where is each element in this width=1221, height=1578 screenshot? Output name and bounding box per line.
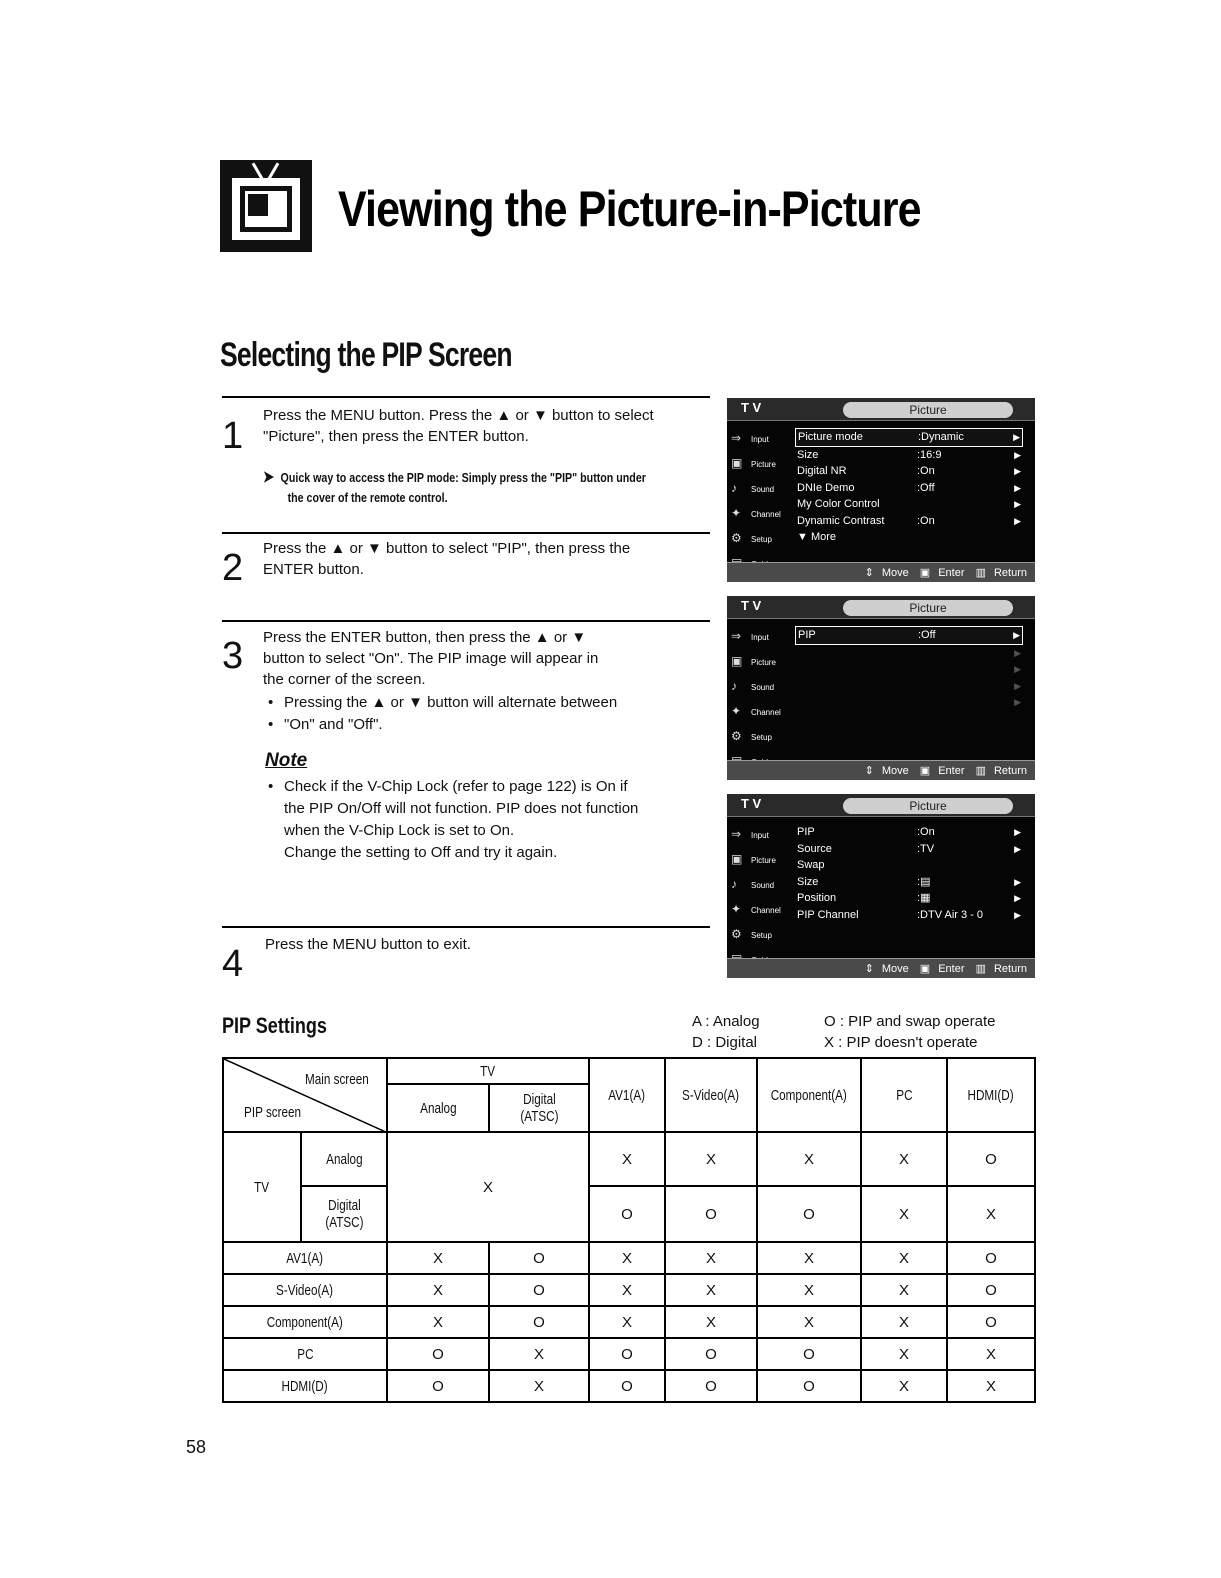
input-icon: ⇒ (731, 827, 742, 841)
col-header: S-Video(A) (665, 1058, 757, 1132)
osd-row: Size :16:9 ▶ (797, 448, 1021, 461)
table-cell: O (489, 1242, 589, 1274)
row-header: S-Video(A) (223, 1274, 387, 1306)
sound-icon: ♪ (731, 481, 737, 495)
legend-types: A : Analog D : Digital (692, 1013, 760, 1051)
osd-row: PIP :On ▶ (797, 826, 1021, 838)
arrow-right-icon: ▶ (1014, 482, 1021, 493)
step-number: 2 (222, 547, 244, 589)
table-cell: X (589, 1306, 665, 1338)
osd-row-dimmed (795, 661, 1023, 678)
osd-row: Swap (797, 859, 825, 871)
picture-icon: ▣ (731, 654, 743, 668)
channel-icon: ✦ (731, 902, 742, 916)
table-cell: X (665, 1242, 757, 1274)
table-cell: X (589, 1132, 665, 1186)
table-row (223, 1306, 1035, 1338)
osd-sound-item: ♪ Sound (731, 872, 791, 897)
osd-section-title: Picture (843, 402, 1013, 418)
row-header-tv: TV (223, 1132, 301, 1242)
row-header: PC (223, 1338, 387, 1370)
osd-channel-item: ✦ Channel (731, 897, 791, 922)
row-header: AV1(A) (223, 1242, 387, 1274)
enter-icon: ▣ (919, 567, 931, 579)
table-cell: X (861, 1306, 947, 1338)
step-number: 1 (222, 415, 244, 457)
osd-input-item: ⇒ Input (731, 426, 791, 451)
note-bullets: • Check if the V-Chip Lock (refer to page 122) is On if (266, 776, 716, 798)
legend-symbols: O : PIP and swap operate X : PIP doesn't operate (824, 1013, 996, 1051)
table-cell: O (757, 1186, 861, 1242)
step-3-text: Press the ENTER button, then press the ▲ or ▼ button to select "On". The PIP image will appear in the corner of the screen. (263, 629, 599, 688)
table-cell: O (589, 1186, 665, 1242)
osd-row: Size :▤ ▶ (797, 875, 1021, 888)
table-cell: O (665, 1186, 757, 1242)
osd-setup-item: ⚙ Setup (731, 724, 791, 749)
table-cell: X (757, 1132, 861, 1186)
osd-sidebar (731, 624, 791, 774)
table-cell: O (947, 1306, 1035, 1338)
arrow-right-icon: ▶ (1013, 630, 1020, 640)
table-cell: X (589, 1274, 665, 1306)
table-cell: X (665, 1132, 757, 1186)
table-cell: X (589, 1242, 665, 1274)
table-cell: X (387, 1132, 589, 1242)
osd-footer: ⇕ Move ▣ Enter ▥ Return (727, 562, 1035, 582)
osd-setup-item: ⚙ Setup (731, 922, 791, 947)
table-cell: O (387, 1338, 489, 1370)
table-cell: X (861, 1186, 947, 1242)
pip-settings-title: PIP Settings (222, 1013, 327, 1038)
table-cell: X (489, 1338, 589, 1370)
arrow-right-icon: ▶ (1014, 515, 1021, 526)
move-icon: ⇕ (864, 567, 874, 579)
divider (222, 532, 710, 534)
table-cell: X (665, 1306, 757, 1338)
osd-row: Dynamic Contrast :On ▶ (797, 514, 1021, 527)
osd-footer: ⇕ Move ▣ Enter ▥ Return (727, 958, 1035, 978)
osd-picture-menu: T V Picture ⇒ Input ▣ Picture ♪ Sound ✦ Channel ⚙ Setup Picture mode :Dynamic ▶ Size :16:9 ▶ Digital NR :On ▶ DNIe Demo :Off ▶ My Color Control ▶ Dynamic Contrast :On ▶ ▼ More ⇕ Move ▣ Enter ▥ Return (727, 398, 1035, 582)
osd-channel-item: ✦ Channel (731, 699, 791, 724)
table-cell: X (947, 1338, 1035, 1370)
picture-icon: ▣ (731, 456, 743, 470)
arrow-right-icon: ▶ (1014, 647, 1021, 658)
table-cell: O (589, 1370, 665, 1402)
col-header: AV1(A) (589, 1058, 665, 1132)
sound-icon: ♪ (731, 877, 737, 891)
enter-icon: ▣ (919, 765, 931, 777)
table-cell: O (947, 1242, 1035, 1274)
table-cell: O (757, 1370, 861, 1402)
section-title: Selecting the PIP Screen (220, 336, 512, 374)
input-icon: ⇒ (731, 431, 742, 445)
row-header: HDMI(D) (223, 1370, 387, 1402)
osd-row: ▼ More (797, 531, 837, 543)
table-cell: O (665, 1338, 757, 1370)
channel-icon: ✦ (731, 506, 742, 520)
pip-size-icon: ▤ (920, 875, 931, 888)
arrow-right-icon: ▶ (1014, 876, 1021, 887)
osd-row: PIP :Off ▶ (795, 626, 1023, 645)
table-row (223, 1338, 1035, 1370)
arrow-right-icon: ▶ (1014, 909, 1021, 920)
row-header-tv-digital: Digital (ATSC) (301, 1186, 387, 1242)
return-icon: ▥ (975, 765, 986, 777)
table-cell: X (387, 1274, 489, 1306)
arrow-right-icon: ▶ (1013, 432, 1020, 442)
table-cell: X (387, 1242, 489, 1274)
pip-position-icon: ▦ (920, 892, 931, 904)
table-cell: X (757, 1242, 861, 1274)
table-cell: X (861, 1242, 947, 1274)
arrow-right-icon: ▶ (1014, 499, 1021, 509)
divider (222, 926, 710, 928)
osd-setup-item: ⚙ Setup (731, 526, 791, 551)
setup-icon: ⚙ (731, 729, 742, 743)
step-4-text: Press the MENU button to exit. (265, 936, 471, 953)
table-cell: O (947, 1274, 1035, 1306)
step-number: 4 (222, 943, 244, 985)
osd-row: PIP Channel :DTV Air 3 - 0 ▶ (797, 908, 1021, 921)
col-header-digital: Digital (ATSC) (489, 1084, 589, 1132)
input-icon: ⇒ (731, 629, 742, 643)
arrow-right-icon: ▶ (1014, 664, 1021, 674)
table-row (223, 1370, 1035, 1402)
table-cell: O (489, 1274, 589, 1306)
divider (222, 620, 710, 622)
osd-footer: ⇕ Move ▣ Enter ▥ Return (727, 760, 1035, 780)
osd-section-title: Picture (843, 600, 1013, 616)
arrow-right-icon: ▶ (1014, 827, 1021, 837)
table-cell: X (489, 1370, 589, 1402)
col-header: PC (861, 1058, 947, 1132)
osd-picture-item: ▣ Picture (731, 451, 791, 476)
osd-pip-on: T V Picture ⇒ Input ▣ Picture ♪ Sound ✦ Channel ⚙ Setup PIP :On ▶ Source :TV ▶ Swap Size :▤ ▶ Position :▦ ▶ PIP Channel :DTV Air 3 - 0 ▶ ⇕ Move ▣ Enter ▥ Return (727, 794, 1035, 978)
table-cell: X (861, 1338, 947, 1370)
arrow-right-icon: ▶ (1014, 893, 1021, 903)
osd-sidebar (731, 426, 791, 576)
table-cell: O (387, 1370, 489, 1402)
osd-row-dimmed (795, 645, 1023, 662)
osd-row-dimmed (795, 694, 1023, 711)
osd-row: Source :TV ▶ (797, 842, 1021, 855)
arrow-right-icon: ▶ (1014, 466, 1021, 476)
table-cell: X (387, 1306, 489, 1338)
tip-note: ➤ Quick way to access the PIP mode: Simply press the "PIP" button under the cover of the remote control. (263, 469, 646, 505)
col-header: Component(A) (757, 1058, 861, 1132)
step-3-bullets: • Pressing the ▲ or ▼ button will alternate between • "On" and "Off". (266, 692, 716, 736)
table-cell: X (861, 1132, 947, 1186)
osd-row-dimmed (795, 678, 1023, 695)
osd-row: DNIe Demo :Off ▶ (797, 481, 1021, 494)
osd-row: Position :▦ ▶ (797, 892, 1021, 904)
osd-row: Picture mode :Dynamic ▶ (795, 428, 1023, 447)
divider (222, 396, 710, 398)
table-cell: O (757, 1338, 861, 1370)
row-header: Component(A) (223, 1306, 387, 1338)
table-corner: Main screen PIP screen (223, 1058, 387, 1132)
note-heading: Note (265, 750, 308, 771)
table-cell: O (947, 1132, 1035, 1186)
picture-icon: ▣ (731, 852, 743, 866)
page-number: 58 (186, 1437, 207, 1457)
osd-input-item: ⇒ Input (731, 822, 791, 847)
channel-icon: ✦ (731, 704, 742, 718)
osd-pip-off: T V Picture ⇒ Input ▣ Picture ♪ Sound ✦ Channel ⚙ Setup PIP :Off ▶ ▶ ▶ ▶ ▶ ⇕ Move ▣ Enter ▥ Return (727, 596, 1035, 780)
osd-section-title: Picture (843, 798, 1013, 814)
row-header-tv-analog: Analog (301, 1132, 387, 1186)
step-1-text: Press the MENU button. Press the ▲ or ▼ button to select "Picture", then press the ENTER button. (263, 407, 654, 445)
osd-picture-item: ▣ Picture (731, 847, 791, 872)
page-title: Viewing the Picture-in-Picture (338, 181, 921, 237)
return-icon: ▥ (975, 963, 986, 975)
sound-icon: ♪ (731, 679, 737, 693)
arrow-right-icon: ▶ (1014, 843, 1021, 854)
osd-input-item: ⇒ Input (731, 624, 791, 649)
table-cell: X (947, 1370, 1035, 1402)
table-cell: X (757, 1274, 861, 1306)
return-icon: ▥ (975, 567, 986, 579)
col-header-analog: Analog (387, 1084, 489, 1132)
osd-row: Digital NR :On ▶ (797, 465, 1021, 477)
setup-icon: ⚙ (731, 927, 742, 941)
tv-pip-icon (220, 160, 312, 252)
osd-sound-item: ♪ Sound (731, 674, 791, 699)
setup-icon: ⚙ (731, 531, 742, 545)
table-cell: X (757, 1306, 861, 1338)
osd-picture-item: ▣ Picture (731, 649, 791, 674)
arrow-right-icon: ▶ (1014, 680, 1021, 691)
arrow-right-icon: ▶ (1014, 449, 1021, 460)
pip-settings-table (222, 1057, 1036, 1403)
enter-icon: ▣ (919, 963, 931, 975)
step-2-text: Press the ▲ or ▼ button to select "PIP", then press the ENTER button. (263, 540, 631, 578)
table-cell: X (947, 1186, 1035, 1242)
table-cell: O (589, 1338, 665, 1370)
table-row (223, 1242, 1035, 1274)
table-row (223, 1274, 1035, 1306)
osd-row: My Color Control ▶ (797, 498, 1021, 510)
osd-channel-item: ✦ Channel (731, 501, 791, 526)
col-header: HDMI(D) (947, 1058, 1035, 1132)
table-cell: X (665, 1274, 757, 1306)
move-icon: ⇕ (864, 765, 874, 777)
arrow-icon: ➤ (263, 469, 274, 486)
note-text: the PIP On/Off will not function. PIP does not function when the V-Chip Lock is set to On. Change the setting to Off and try it again. (284, 800, 639, 861)
table-cell: X (861, 1370, 947, 1402)
table-cell: X (861, 1274, 947, 1306)
move-icon: ⇕ (864, 963, 874, 975)
osd-sound-item: ♪ Sound (731, 476, 791, 501)
osd-sidebar (731, 822, 791, 972)
arrow-right-icon: ▶ (1014, 697, 1021, 707)
step-number: 3 (222, 635, 244, 677)
col-header-tv: TV (387, 1058, 589, 1084)
table-cell: O (489, 1306, 589, 1338)
table-cell: O (665, 1370, 757, 1402)
